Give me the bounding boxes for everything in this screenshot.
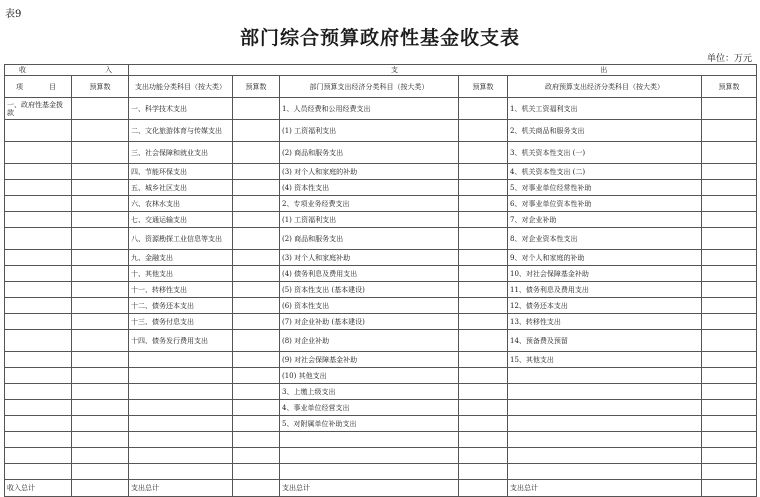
- gov-budget-cell: [702, 448, 757, 464]
- exp-total-label-1: 支出总计: [129, 480, 233, 497]
- income-item-cell: [5, 352, 72, 368]
- func-item-cell: [129, 464, 233, 480]
- gov-item-cell: 13、转移性支出: [508, 314, 702, 330]
- func-budget-cell: [233, 314, 280, 330]
- gov-item-cell: 2、机关商品和服务支出: [508, 120, 702, 142]
- income-item-cell: [5, 314, 72, 330]
- col-budget-3: 预算数: [459, 76, 508, 98]
- table-row: [5, 228, 757, 250]
- gov-budget-cell: [702, 228, 757, 250]
- dept-budget-cell: [459, 142, 508, 164]
- income-item-cell: [5, 384, 72, 400]
- gov-item-cell: [508, 416, 702, 432]
- dept-item-cell: [280, 464, 459, 480]
- func-budget-cell: [233, 384, 280, 400]
- dept-item-cell: (9) 对社会保障基金补助: [280, 352, 459, 368]
- func-item-cell: [129, 416, 233, 432]
- income-item-cell: [5, 298, 72, 314]
- gov-budget-cell: [702, 120, 757, 142]
- func-budget-cell: [233, 212, 280, 228]
- dept-budget-cell: [459, 212, 508, 228]
- exp-total-value-1: [233, 480, 280, 497]
- gov-item-cell: 11、债务利息及费用支出: [508, 282, 702, 298]
- gov-budget-cell: [702, 352, 757, 368]
- total-row: [5, 480, 757, 497]
- col-budget-2: 预算数: [233, 76, 280, 98]
- func-item-cell: 八、资源勘探工业信息等支出: [129, 228, 233, 250]
- income-item-cell: [5, 120, 72, 142]
- dept-item-cell: (2) 商品和服务支出: [280, 142, 459, 164]
- func-budget-cell: [233, 228, 280, 250]
- income-item-cell: [5, 164, 72, 180]
- dept-budget-cell: [459, 314, 508, 330]
- dept-item-cell: (3) 对个人和家庭补助: [280, 250, 459, 266]
- income-budget-cell: [72, 400, 129, 416]
- income-budget-cell: [72, 330, 129, 352]
- income-budget-cell: [72, 196, 129, 212]
- table-row: [5, 164, 757, 180]
- gov-budget-cell: [702, 180, 757, 196]
- func-budget-cell: [233, 266, 280, 282]
- income-item-cell: [5, 400, 72, 416]
- gov-item-cell: 4、机关资本性支出 (二): [508, 164, 702, 180]
- dept-budget-cell: [459, 448, 508, 464]
- dept-item-cell: 5、对附属单位补助支出: [280, 416, 459, 432]
- col-budget-4: 预算数: [702, 76, 757, 98]
- table-row: [5, 368, 757, 384]
- gov-item-cell: 8、对企业资本性支出: [508, 228, 702, 250]
- func-budget-cell: [233, 180, 280, 196]
- func-budget-cell: [233, 196, 280, 212]
- func-item-cell: 十、其他支出: [129, 266, 233, 282]
- dept-budget-cell: [459, 180, 508, 196]
- income-budget-cell: [72, 250, 129, 266]
- income-budget-cell: [72, 282, 129, 298]
- dept-item-cell: (5) 资本性支出 (基本建设): [280, 282, 459, 298]
- func-budget-cell: [233, 448, 280, 464]
- dept-budget-cell: [459, 196, 508, 212]
- col-func-class: 支出功能分类科目（按大类）: [129, 76, 233, 98]
- income-item-cell: [5, 228, 72, 250]
- col-item: 项 目: [5, 76, 72, 98]
- dept-budget-cell: [459, 266, 508, 282]
- func-item-cell: 十二、债务还本支出: [129, 298, 233, 314]
- table-row: [5, 314, 757, 330]
- gov-item-cell: 10、对社会保障基金补助: [508, 266, 702, 282]
- dept-budget-cell: [459, 330, 508, 352]
- income-budget-cell: [72, 98, 129, 120]
- header-row-1: [5, 65, 757, 76]
- gov-item-cell: [508, 448, 702, 464]
- gov-budget-cell: [702, 330, 757, 352]
- dept-item-cell: (6) 资本性支出: [280, 298, 459, 314]
- func-budget-cell: [233, 464, 280, 480]
- func-item-cell: 四、节能环保支出: [129, 164, 233, 180]
- table-row: [5, 464, 757, 480]
- func-budget-cell: [233, 400, 280, 416]
- func-item-cell: 三、社会保障和就业支出: [129, 142, 233, 164]
- table-row: [5, 212, 757, 228]
- dept-item-cell: (4) 债务利息及费用支出: [280, 266, 459, 282]
- income-budget-cell: [72, 142, 129, 164]
- income-budget-cell: [72, 416, 129, 432]
- gov-budget-cell: [702, 142, 757, 164]
- dept-item-cell: (3) 对个人和家庭的补助: [280, 164, 459, 180]
- gov-item-cell: 15、其他支出: [508, 352, 702, 368]
- table-row: [5, 432, 757, 448]
- table-row: [5, 384, 757, 400]
- gov-budget-cell: [702, 298, 757, 314]
- dept-item-cell: 4、事业单位经营支出: [280, 400, 459, 416]
- gov-item-cell: [508, 432, 702, 448]
- table-row: [5, 298, 757, 314]
- gov-budget-cell: [702, 432, 757, 448]
- income-budget-cell: [72, 464, 129, 480]
- dept-budget-cell: [459, 368, 508, 384]
- dept-budget-cell: [459, 98, 508, 120]
- func-budget-cell: [233, 298, 280, 314]
- func-item-cell: 七、交通运输支出: [129, 212, 233, 228]
- dept-item-cell: (1) 工资福利支出: [280, 212, 459, 228]
- dept-budget-cell: [459, 464, 508, 480]
- income-budget-cell: [72, 384, 129, 400]
- func-item-cell: 二、文化旅游体育与传媒支出: [129, 120, 233, 142]
- dept-item-cell: (4) 资本性支出: [280, 180, 459, 196]
- gov-item-cell: 12、债务还本支出: [508, 298, 702, 314]
- dept-item-cell: (8) 对企业补助: [280, 330, 459, 352]
- income-budget-cell: [72, 352, 129, 368]
- dept-budget-cell: [459, 250, 508, 266]
- func-item-cell: 十四、债务发行费用支出: [129, 330, 233, 352]
- func-item-cell: 一、科学技术支出: [129, 98, 233, 120]
- income-item-cell: [5, 266, 72, 282]
- gov-budget-cell: [702, 464, 757, 480]
- income-budget-cell: [72, 164, 129, 180]
- income-item-cell: [5, 464, 72, 480]
- header-row-2: [5, 76, 757, 98]
- dept-budget-cell: [459, 432, 508, 448]
- gov-budget-cell: [702, 196, 757, 212]
- table-number: 表9: [5, 9, 22, 20]
- income-total-value: [72, 480, 129, 497]
- dept-budget-cell: [459, 416, 508, 432]
- gov-budget-cell: [702, 266, 757, 282]
- income-budget-cell: [72, 432, 129, 448]
- col-budget-1: 预算数: [72, 76, 129, 98]
- income-item-cell: [5, 448, 72, 464]
- func-item-cell: [129, 384, 233, 400]
- gov-item-cell: 5、对事业单位经常性补助: [508, 180, 702, 196]
- dept-budget-cell: [459, 298, 508, 314]
- func-budget-cell: [233, 250, 280, 266]
- gov-budget-cell: [702, 400, 757, 416]
- income-budget-cell: [72, 448, 129, 464]
- func-item-cell: [129, 352, 233, 368]
- func-item-cell: [129, 432, 233, 448]
- income-budget-cell: [72, 266, 129, 282]
- func-item-cell: 五、城乡社区支出: [129, 180, 233, 196]
- exp-total-value-3: [702, 480, 757, 497]
- income-item-cell: [5, 212, 72, 228]
- exp-total-value-2: [459, 480, 508, 497]
- table-row: [5, 266, 757, 282]
- col-dept-econ-class: 部门预算支出经济分类科目（按大类）: [280, 76, 459, 98]
- dept-budget-cell: [459, 120, 508, 142]
- dept-budget-cell: [459, 228, 508, 250]
- func-budget-cell: [233, 416, 280, 432]
- dept-budget-cell: [459, 352, 508, 368]
- table-row: [5, 416, 757, 432]
- dept-item-cell: (10) 其他支出: [280, 368, 459, 384]
- table-row: [5, 330, 757, 352]
- table-row: [5, 180, 757, 196]
- gov-item-cell: 1、机关工资福利支出: [508, 98, 702, 120]
- income-item-cell: [5, 282, 72, 298]
- income-item-cell: [5, 368, 72, 384]
- func-budget-cell: [233, 368, 280, 384]
- func-budget-cell: [233, 164, 280, 180]
- dept-budget-cell: [459, 384, 508, 400]
- income-budget-cell: [72, 212, 129, 228]
- gov-item-cell: [508, 464, 702, 480]
- gov-item-cell: 14、预备费及预留: [508, 330, 702, 352]
- dept-item-cell: [280, 432, 459, 448]
- income-item-cell: [5, 180, 72, 196]
- table-row: [5, 142, 757, 164]
- dept-item-cell: (2) 商品和服务支出: [280, 228, 459, 250]
- table-row: [5, 352, 757, 368]
- gov-budget-cell: [702, 250, 757, 266]
- col-gov-econ-class: 政府预算支出经济分类科目（按大类）: [508, 76, 702, 98]
- exp-total-label-3: 支出总计: [508, 480, 702, 497]
- dept-item-cell: [280, 448, 459, 464]
- dept-item-cell: (1) 工资福利支出: [280, 120, 459, 142]
- func-item-cell: 十三、债务付息支出: [129, 314, 233, 330]
- dept-budget-cell: [459, 400, 508, 416]
- func-item-cell: 十一、转移性支出: [129, 282, 233, 298]
- gov-item-cell: 9、对个人和家庭的补助: [508, 250, 702, 266]
- dept-item-cell: 1、人员经费和公用经费支出: [280, 98, 459, 120]
- income-group-header: 收 入: [5, 65, 129, 76]
- income-budget-cell: [72, 120, 129, 142]
- table-row: [5, 250, 757, 266]
- income-budget-cell: [72, 180, 129, 196]
- exp-total-label-2: 支出总计: [280, 480, 459, 497]
- gov-budget-cell: [702, 384, 757, 400]
- table-row: [5, 448, 757, 464]
- expenditure-group-header: 支 出: [129, 65, 757, 76]
- gov-item-cell: 3、机关资本性支出 (一): [508, 142, 702, 164]
- table-row: [5, 282, 757, 298]
- income-budget-cell: [72, 314, 129, 330]
- income-budget-cell: [72, 368, 129, 384]
- gov-item-cell: [508, 368, 702, 384]
- income-item-cell: 一、政府性基金拨款: [5, 98, 72, 120]
- dept-budget-cell: [459, 164, 508, 180]
- gov-budget-cell: [702, 282, 757, 298]
- gov-item-cell: [508, 400, 702, 416]
- gov-item-cell: 7、对企业补助: [508, 212, 702, 228]
- func-item-cell: 六、农林水支出: [129, 196, 233, 212]
- income-item-cell: [5, 416, 72, 432]
- gov-budget-cell: [702, 164, 757, 180]
- gov-budget-cell: [702, 212, 757, 228]
- func-budget-cell: [233, 282, 280, 298]
- func-budget-cell: [233, 352, 280, 368]
- func-budget-cell: [233, 330, 280, 352]
- income-item-cell: [5, 250, 72, 266]
- dept-item-cell: 2、专项业务经费支出: [280, 196, 459, 212]
- income-item-cell: [5, 196, 72, 212]
- gov-budget-cell: [702, 368, 757, 384]
- gov-budget-cell: [702, 314, 757, 330]
- func-budget-cell: [233, 142, 280, 164]
- dept-item-cell: (7) 对企业补助 (基本建设): [280, 314, 459, 330]
- table-row: [5, 196, 757, 212]
- func-budget-cell: [233, 120, 280, 142]
- table-row: [5, 98, 757, 120]
- gov-budget-cell: [702, 98, 757, 120]
- income-item-cell: [5, 142, 72, 164]
- gov-item-cell: [508, 384, 702, 400]
- func-item-cell: 九、金融支出: [129, 250, 233, 266]
- income-budget-cell: [72, 228, 129, 250]
- func-item-cell: [129, 368, 233, 384]
- budget-table: [4, 64, 757, 497]
- func-budget-cell: [233, 98, 280, 120]
- income-item-cell: [5, 330, 72, 352]
- page-title: 部门综合预算政府性基金收支表: [239, 27, 520, 49]
- dept-item-cell: 3、上缴上级支出: [280, 384, 459, 400]
- dept-budget-cell: [459, 282, 508, 298]
- income-item-cell: [5, 432, 72, 448]
- func-budget-cell: [233, 432, 280, 448]
- table-row: [5, 120, 757, 142]
- unit-label: 单位：万元: [706, 54, 752, 64]
- table-row: [5, 400, 757, 416]
- income-total-label: 收入总计: [5, 480, 72, 497]
- func-item-cell: [129, 400, 233, 416]
- func-item-cell: [129, 448, 233, 464]
- gov-budget-cell: [702, 416, 757, 432]
- gov-item-cell: 6、对事业单位资本性补助: [508, 196, 702, 212]
- income-budget-cell: [72, 298, 129, 314]
